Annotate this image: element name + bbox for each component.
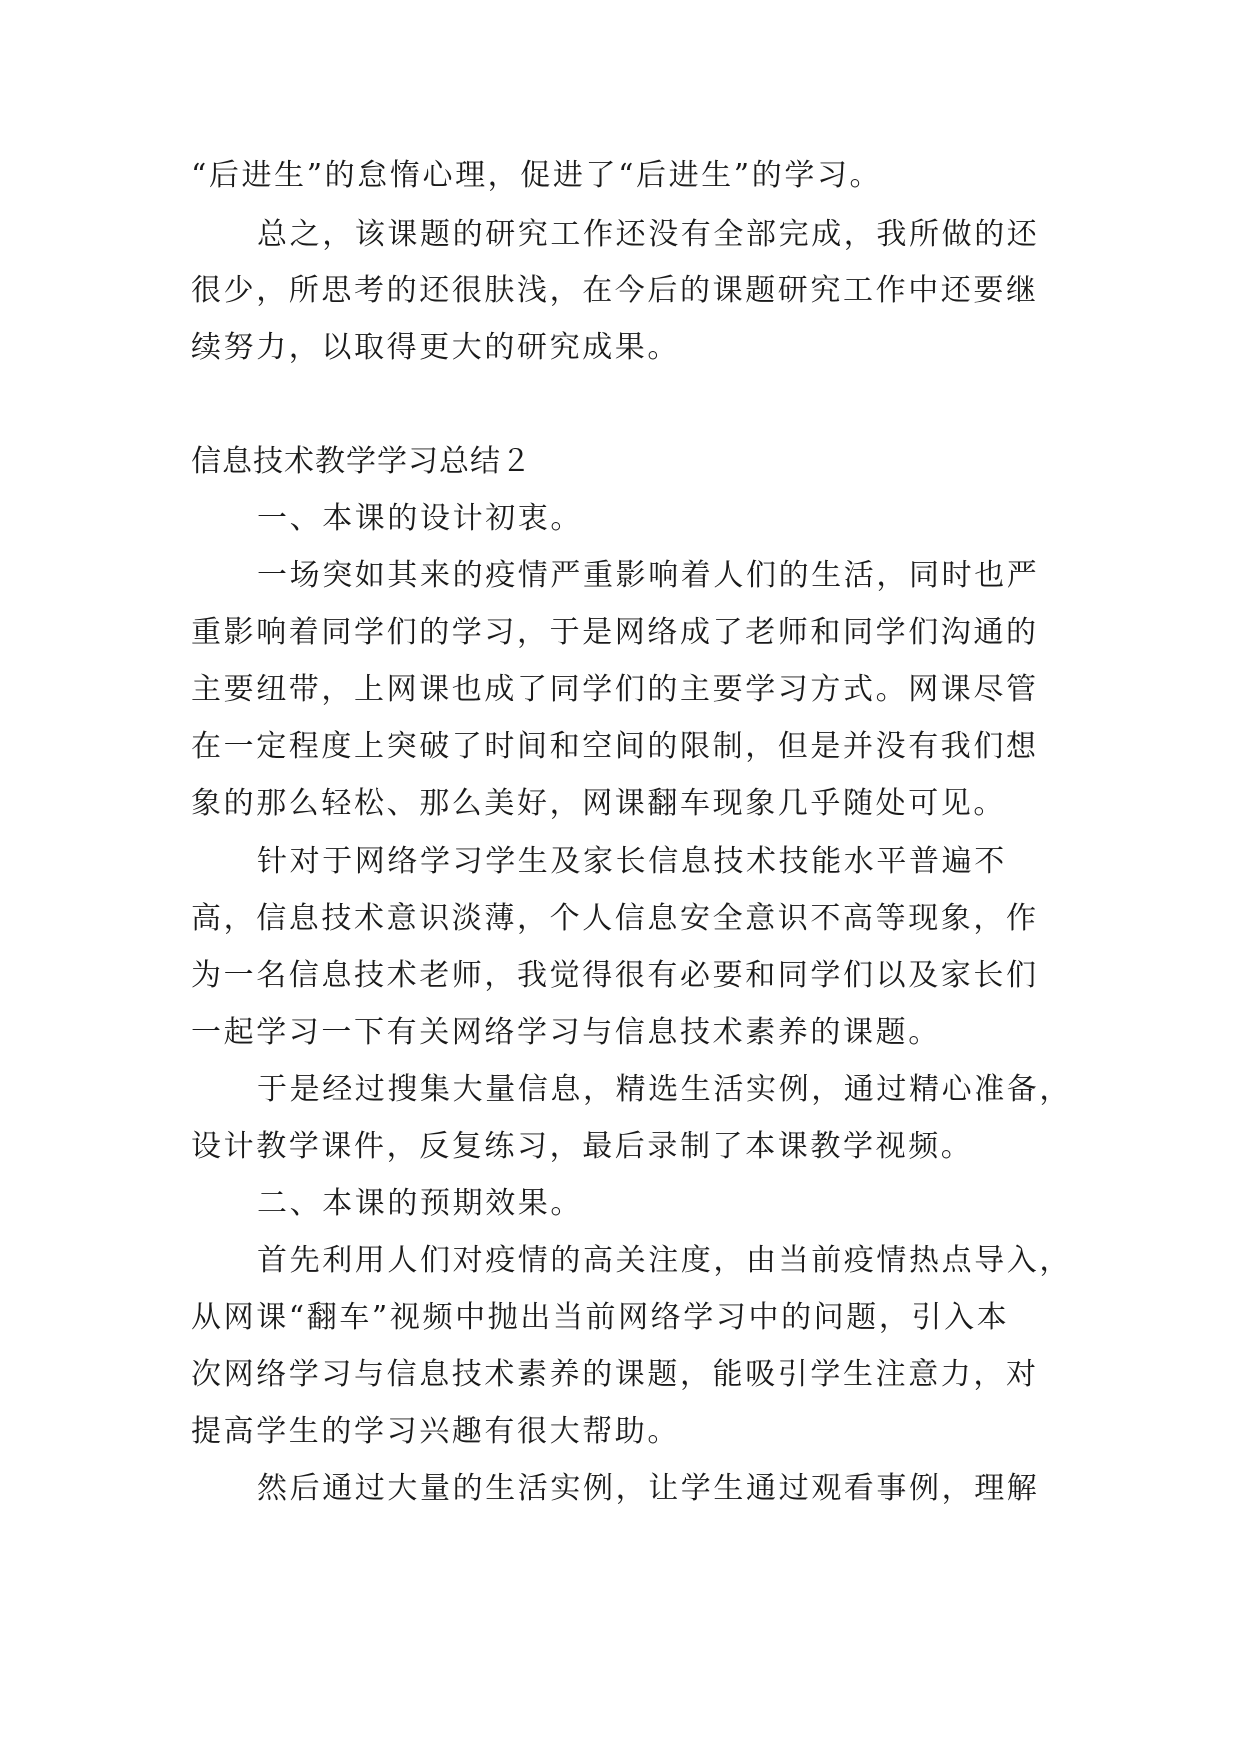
conclusion-line: 总之，该课题的研究工作还没有全部完成，我所做的还: [257, 217, 1040, 252]
paragraph1-line: 重影响着同学们的学习，于是网络成了老师和同学们沟通的: [191, 615, 1039, 650]
paragraph5-line: 然后通过大量的生活实例，让学生通过观看事例，理解: [257, 1471, 1040, 1506]
part2-heading: 二、本课的预期效果。: [257, 1186, 583, 1221]
paragraph4-line: 提高学生的学习兴趣有很大帮助。: [191, 1414, 680, 1449]
paragraph2-line: 一起学习一下有关网络学习与信息技术素养的课题。: [191, 1015, 941, 1050]
paragraph1-line: 在一定程度上突破了时间和空间的限制，但是并没有我们想: [191, 729, 1039, 764]
paragraph4-line: 次网络学习与信息技术素养的课题，能吸引学生注意力，对: [191, 1357, 1039, 1392]
paragraph4-line: 首先利用人们对疫情的高关注度，由当前疫情热点导入，: [257, 1243, 1072, 1278]
paragraph2-line: 针对于网络学习学生及家长信息技术技能水平普遍不: [257, 844, 1007, 879]
paragraph2-line: 高，信息技术意识淡薄，个人信息安全意识不高等现象，作: [191, 901, 1039, 936]
section-title: 信息技术教学学习总结２: [191, 444, 532, 479]
paragraph1-line: 象的那么轻松、那么美好，网课翻车现象几乎随处可见。: [191, 786, 1006, 821]
continuation-line: “后进生”的怠惰心理，促进了“后进生”的学习。: [191, 158, 883, 193]
paragraph3-line: 设计教学课件，反复练习，最后录制了本课教学视频。: [191, 1129, 974, 1164]
conclusion-line: 很少，所思考的还很肤浅，在今后的课题研究工作中还要继: [191, 273, 1039, 308]
paragraph4-line: 从网课“翻车”视频中抛出当前网络学习中的问题，引入本: [191, 1300, 1010, 1335]
paragraph1-line: 一场突如其来的疫情严重影响着人们的生活，同时也严: [257, 558, 1040, 593]
paragraph1-line: 主要纽带，上网课也成了同学们的主要学习方式。网课尽管: [191, 672, 1039, 707]
paragraph2-line: 为一名信息技术老师，我觉得很有必要和同学们以及家长们: [191, 958, 1039, 993]
part1-heading: 一、本课的设计初衷。: [257, 501, 583, 536]
paragraph3-line: 于是经过搜集大量信息，精选生活实例，通过精心准备，: [257, 1072, 1072, 1107]
conclusion-line: 续努力，以取得更大的研究成果。: [191, 330, 680, 365]
